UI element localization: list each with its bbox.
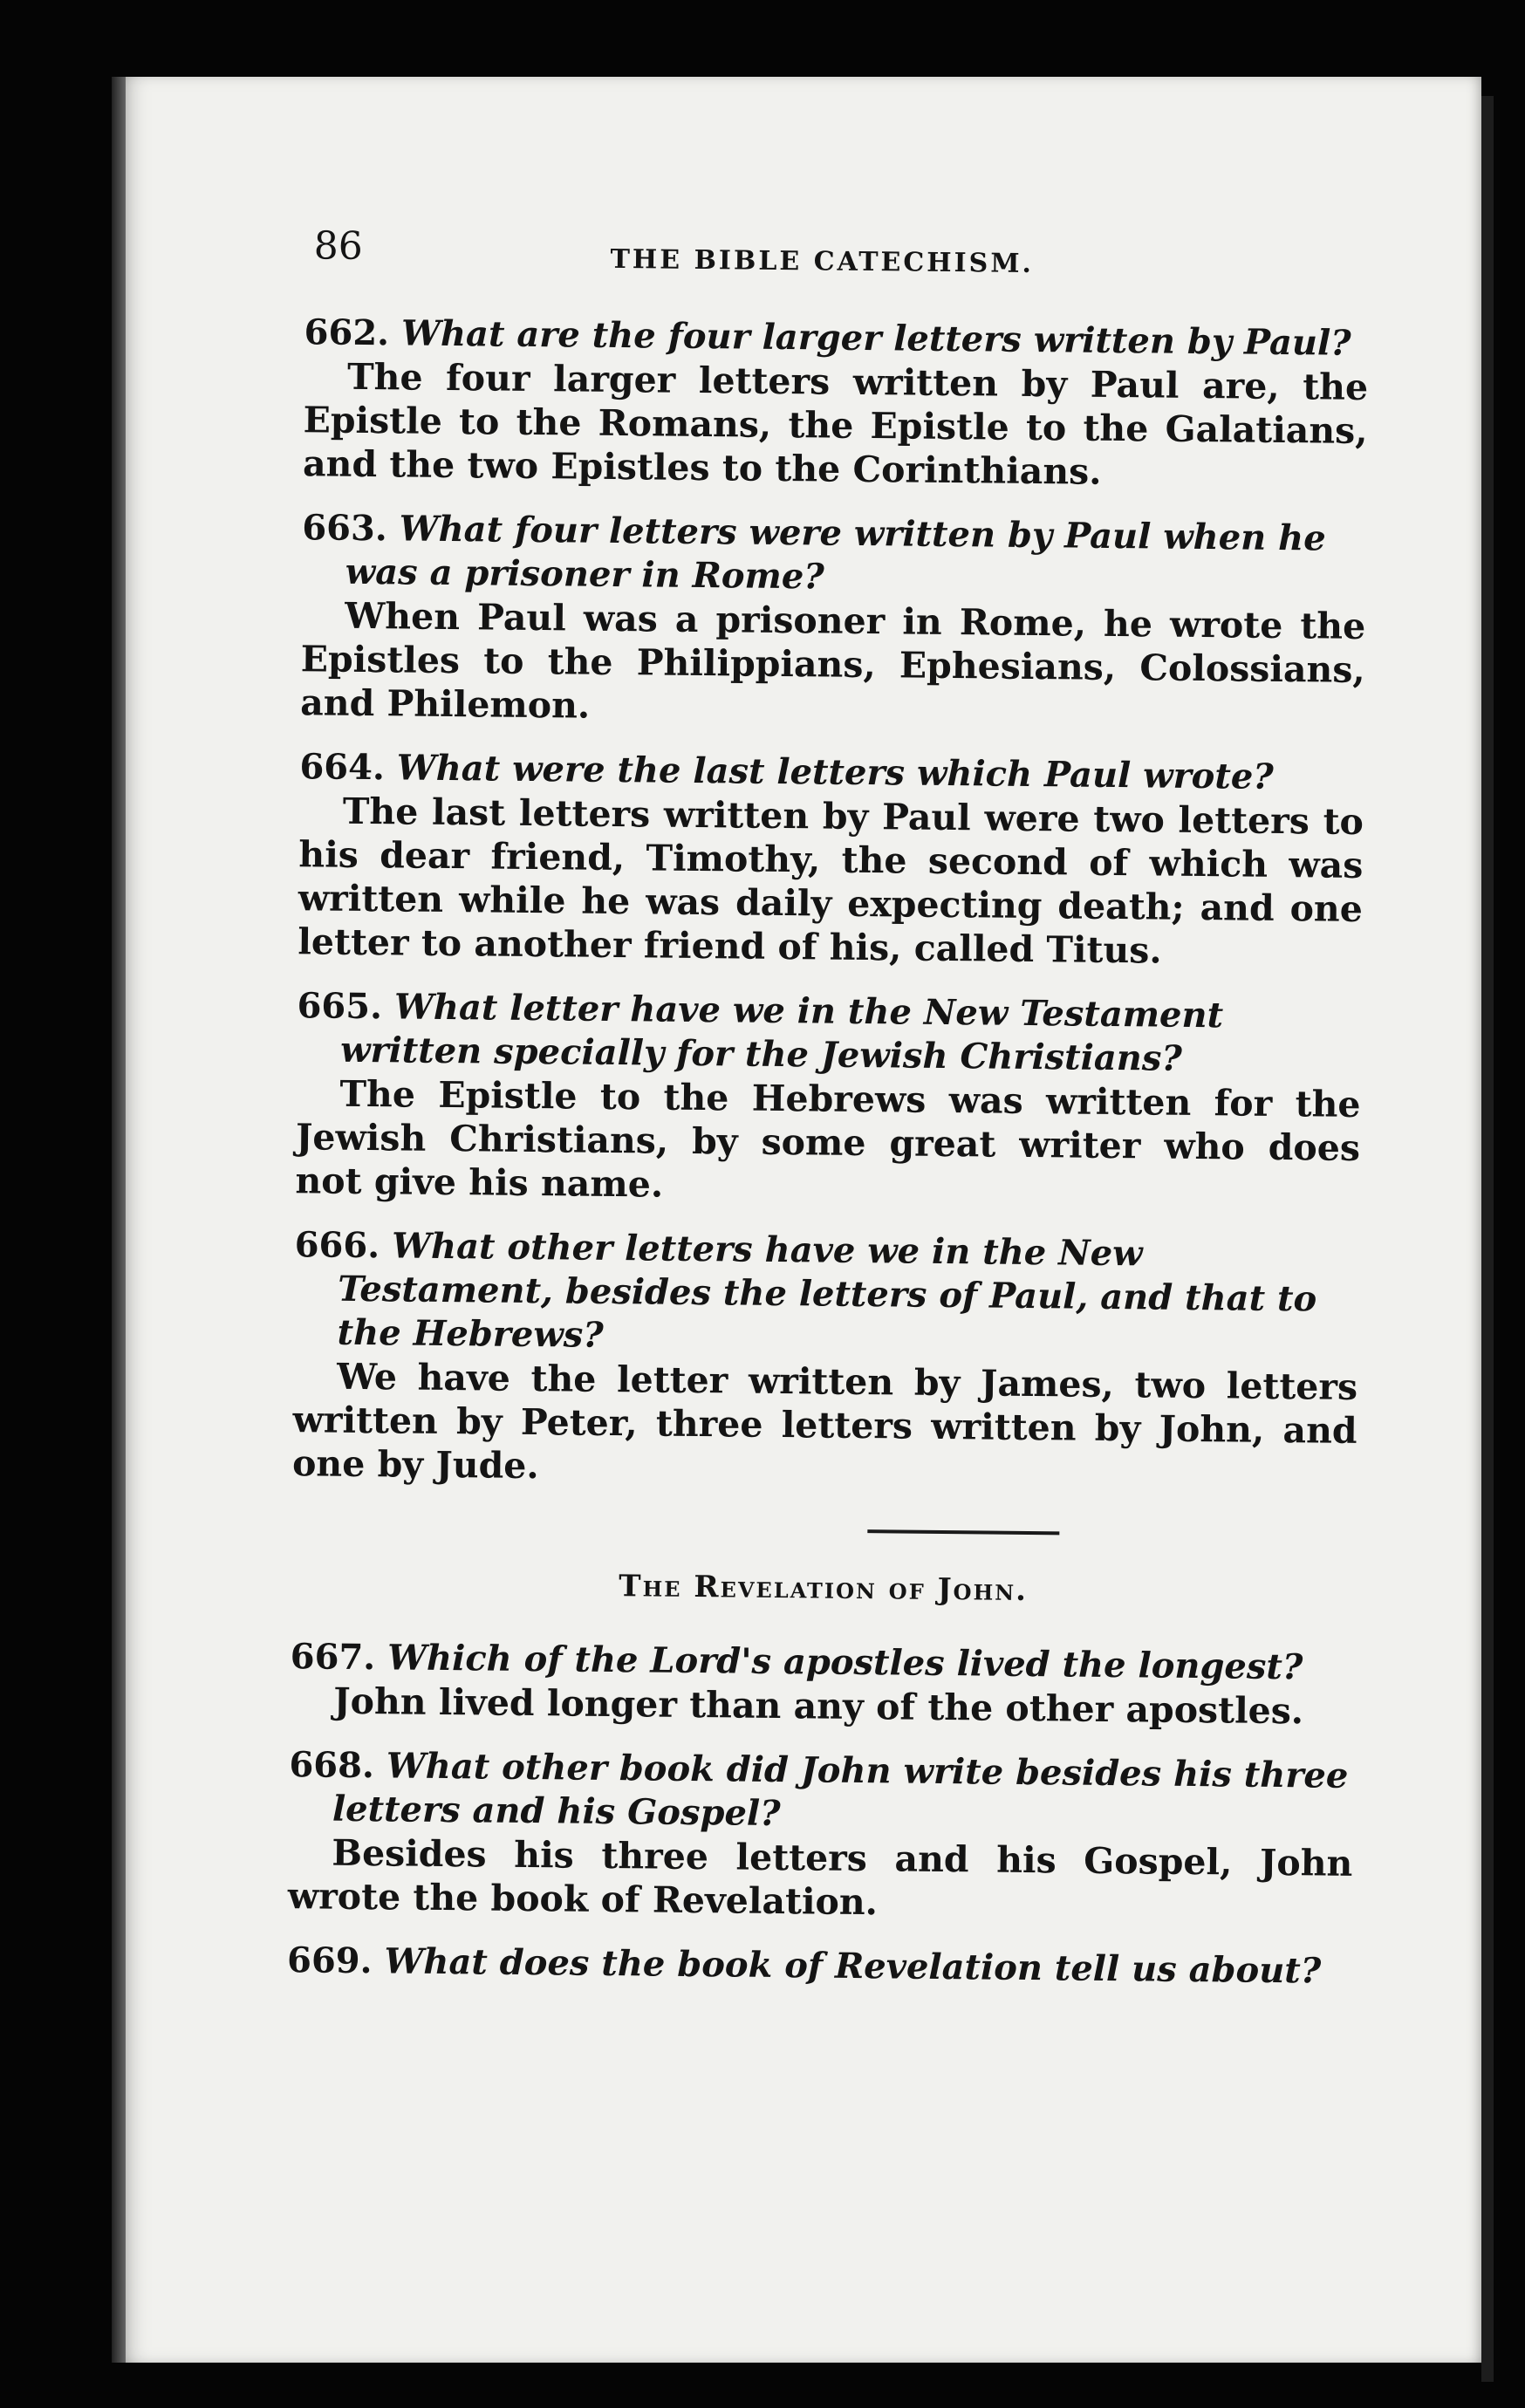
question (289, 1743, 1354, 1842)
qa-item (188, 1222, 1359, 1496)
running-head (200, 222, 1370, 287)
answer: The last letters written by Paul were two letters to his dear friend, Timothy, the second of which was written while he was daily expecting death; and one letter to another friend of his, called Titus. (297, 790, 1364, 972)
header-title: THE BIBLE CATECHISM. (610, 243, 1035, 280)
qa-item (198, 310, 1369, 496)
qa-item (185, 1634, 1355, 1734)
question-text: What were the last letters which Paul wrote? (396, 747, 1274, 797)
question-number: 664. (299, 746, 386, 789)
question-text: What letter have we in the New Testament written specially for the Jewish Christians? (339, 986, 1224, 1079)
qa-list-before (188, 310, 1369, 1496)
question (302, 506, 1367, 605)
question-number: 668. (289, 1744, 375, 1787)
question-text: What does the book of Revelation tell us about? (384, 1940, 1322, 1992)
qa-item (182, 1938, 1351, 1994)
question-number: 667. (290, 1636, 376, 1679)
answer: Besides his three letters and his Gospel, John wrote the book of Revelation. (287, 1831, 1353, 1924)
qa-item (195, 505, 1367, 735)
page-number: 86 (313, 223, 363, 269)
answer: The Epistle to the Hebrews was written for the Jewish Christians, by some great writer who does not give his name. (295, 1072, 1361, 1206)
answer: When Paul was a prisoner in Rome, he wrote the Epistles to the Philippians, Ephesians, Colossians, and Philemon. (299, 594, 1366, 727)
qa-item (183, 1742, 1354, 1929)
question-number: 665. (297, 985, 383, 1028)
question-text: Which of the Lord's apostles lived the longest? (386, 1637, 1303, 1688)
question-number: 662. (304, 311, 390, 354)
qa-item (193, 744, 1364, 975)
question-text: What four letters were written by Paul when he was a prisoner in Rome? (345, 508, 1326, 598)
answer: The four larger letters written by Paul are, the Epistle to the Romans, the Epistle to the Galatians, and the two Epistles to the Corinthians. (302, 355, 1369, 493)
question (287, 1939, 1351, 1994)
question-number: 663. (302, 507, 388, 550)
question (293, 1223, 1359, 1365)
question-number: 666. (294, 1224, 380, 1267)
page-edge (1481, 96, 1494, 2382)
question-text: What other book did John write besides his three letters and his Gospel? (332, 1745, 1349, 1835)
question-text: What are the four larger letters written by Paul? (400, 312, 1351, 364)
page-content (182, 222, 1370, 2015)
answer: We have the letter written by James, two letters written by Peter, three letters written by John, and one by Jude. (291, 1355, 1358, 1488)
answer: John lived longer than any of the other apostles. (333, 1679, 1304, 1733)
qa-item (190, 983, 1362, 1214)
qa-list-after (182, 1634, 1355, 1994)
section-divider (867, 1529, 1059, 1535)
section-title: The Revelation of John. (619, 1569, 1029, 1609)
page-gutter (112, 77, 126, 2363)
question-number: 669. (286, 1939, 373, 1982)
question-text: What other letters have we in the New Testament, besides the letters of Paul, and that to the Hebrews? (337, 1225, 1317, 1356)
question (297, 984, 1362, 1083)
